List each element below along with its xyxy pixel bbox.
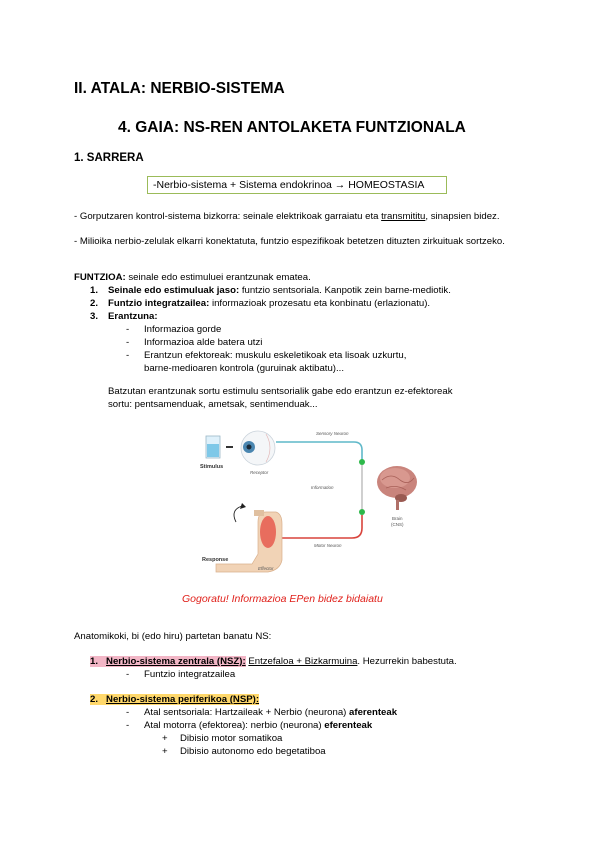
funtzioa-label: FUNTZIOA: bbox=[74, 272, 126, 283]
synapse-node-top bbox=[359, 459, 365, 465]
synapse-node-bottom bbox=[359, 509, 365, 515]
nsp-autonomic: Dibisio autonomo edo begetatiboa bbox=[180, 746, 326, 757]
brain-icon bbox=[377, 466, 417, 510]
function-item-1 bbox=[108, 285, 451, 298]
funtzioa-text: seinale edo estimuluei erantzunak ematea. bbox=[125, 272, 311, 283]
nsp-sub-2-text: Atal motorra (efektorea): nerbio (neurona) bbox=[144, 720, 325, 731]
function-item-3-title: Erantzuna: bbox=[108, 311, 158, 322]
nsp-motor-somatic: Dibisio motor somatikoa bbox=[180, 733, 283, 744]
funtzioa-line bbox=[74, 272, 311, 285]
anatomy-intro: Anatomikoki, bi (edo hiru) partetan banatu NS: bbox=[74, 631, 272, 642]
function-item-1-title: Seinale edo estimuluak jaso: bbox=[108, 285, 240, 296]
dash-marker: - bbox=[126, 707, 130, 718]
intro-line-2: - Milioika nerbio-zelulak elkarri konektatuta, funtzio espezifikoak betetzen dituzten zirkuituak sortzeko. bbox=[74, 236, 505, 247]
information-label: Information bbox=[311, 485, 334, 490]
effector-label: Effector bbox=[258, 566, 274, 571]
plus-marker: + bbox=[162, 746, 168, 757]
nsz-sub: Funtzio integratzailea bbox=[144, 669, 236, 680]
sensory-neuron-label: Sensory Neuron bbox=[316, 431, 349, 436]
dash-marker: - bbox=[126, 669, 130, 680]
stimulus-label: Stimulus bbox=[200, 464, 224, 470]
dash-marker: - bbox=[126, 720, 130, 731]
dash-marker: - bbox=[126, 324, 130, 335]
cns-label: (CNS) bbox=[391, 522, 404, 527]
reflex-diagram bbox=[196, 414, 422, 576]
section-title: 1. SARRERA bbox=[74, 152, 144, 164]
response-sub-2: Informazioa alde batera utzi bbox=[144, 337, 263, 348]
function-item-2-num: 2. bbox=[90, 298, 99, 309]
nsp-title: Nerbio-sistema periferikoa (NSP): bbox=[106, 694, 260, 705]
function-item-2-text: informazioak prozesatu eta konbinatu (erlazionatu). bbox=[209, 298, 431, 309]
intro-line-1-b: , sinapsien bidez. bbox=[425, 211, 500, 222]
reminder-note: Gogoratu! Informazioa EPen bidez bidaiatu bbox=[182, 593, 383, 605]
nsp-sub-1-text: Atal sentsoriala: Hartzaileak + Nerbio (neurona) bbox=[144, 707, 350, 718]
dash-marker: - bbox=[126, 350, 130, 361]
nsz-rest: . Hezurrekin babestuta. bbox=[357, 656, 457, 667]
nsp-sub-1 bbox=[144, 707, 397, 720]
function-item-2 bbox=[108, 298, 430, 311]
response-sub-3: Erantzun efektoreak: muskulu eskeletikoak eta lisoak uzkurtu, bbox=[144, 350, 407, 361]
nsp-sub-2-bold: eferenteak bbox=[324, 720, 373, 731]
sensory-neuron-path bbox=[276, 442, 362, 460]
note-line-1: Batzutan erantzunak sortu estimulu sentsorialik gabe edo erantzun ez-efektoreak bbox=[108, 386, 453, 397]
dash-marker: - bbox=[126, 337, 130, 348]
motor-neuron-path bbox=[282, 515, 362, 538]
nsp-sub-1-bold: aferenteak bbox=[349, 707, 398, 718]
function-item-3 bbox=[108, 311, 158, 324]
eye-icon bbox=[241, 431, 275, 465]
brain-label: Brain bbox=[392, 516, 403, 521]
nsp-sub-2 bbox=[144, 720, 372, 733]
nsz-number: 1. bbox=[90, 656, 99, 667]
intro-line-1-a: - Gorputzaren kontrol-sistema bizkorra: seinale elektrikoak garraiatu eta bbox=[74, 211, 382, 222]
response-sub-3-cont: barne-medioaren kontrola (guruinak aktibatu)... bbox=[144, 363, 344, 374]
nsz-definition: Entzefaloa + Bizkarmuina bbox=[248, 656, 358, 667]
glass-icon bbox=[206, 436, 220, 458]
function-item-1-num: 1. bbox=[90, 285, 99, 296]
unit-title: 4. GAIA: NS-REN ANTOLAKETA FUNTZIONALA bbox=[118, 119, 466, 136]
receptor-label: Receptor bbox=[250, 470, 269, 475]
nsp-item bbox=[90, 694, 259, 707]
intro-line-1 bbox=[74, 211, 534, 224]
part-title: II. ATALA: NERBIO-SISTEMA bbox=[74, 80, 285, 97]
function-item-3-num: 3. bbox=[90, 311, 99, 322]
plus-marker: + bbox=[162, 733, 168, 744]
dash-symbol bbox=[226, 446, 233, 448]
intro-line-1-underlined: transmititu bbox=[381, 211, 426, 222]
homeostasis-formula-box: -Nerbio-sistema + Sistema endokrinoa → HOMEOSTASIA bbox=[147, 176, 447, 194]
function-item-1-text: funtzio sentsoriala. Kanpotik zein barne-mediotik. bbox=[239, 285, 451, 296]
response-label: Response bbox=[202, 557, 229, 563]
nsz-title: Nerbio-sistema zentrala (NSZ): bbox=[106, 656, 246, 667]
function-item-2-title: Funtzio integratzailea: bbox=[108, 298, 210, 309]
nsp-number: 2. bbox=[90, 694, 99, 705]
motor-neuron-label: Motor Neuron bbox=[314, 543, 342, 548]
nsz-item bbox=[90, 656, 457, 669]
response-sub-1: Informazioa gorde bbox=[144, 324, 222, 335]
note-line-2: sortu: pentsamenduak, ametsak, sentimenduak... bbox=[108, 399, 318, 410]
